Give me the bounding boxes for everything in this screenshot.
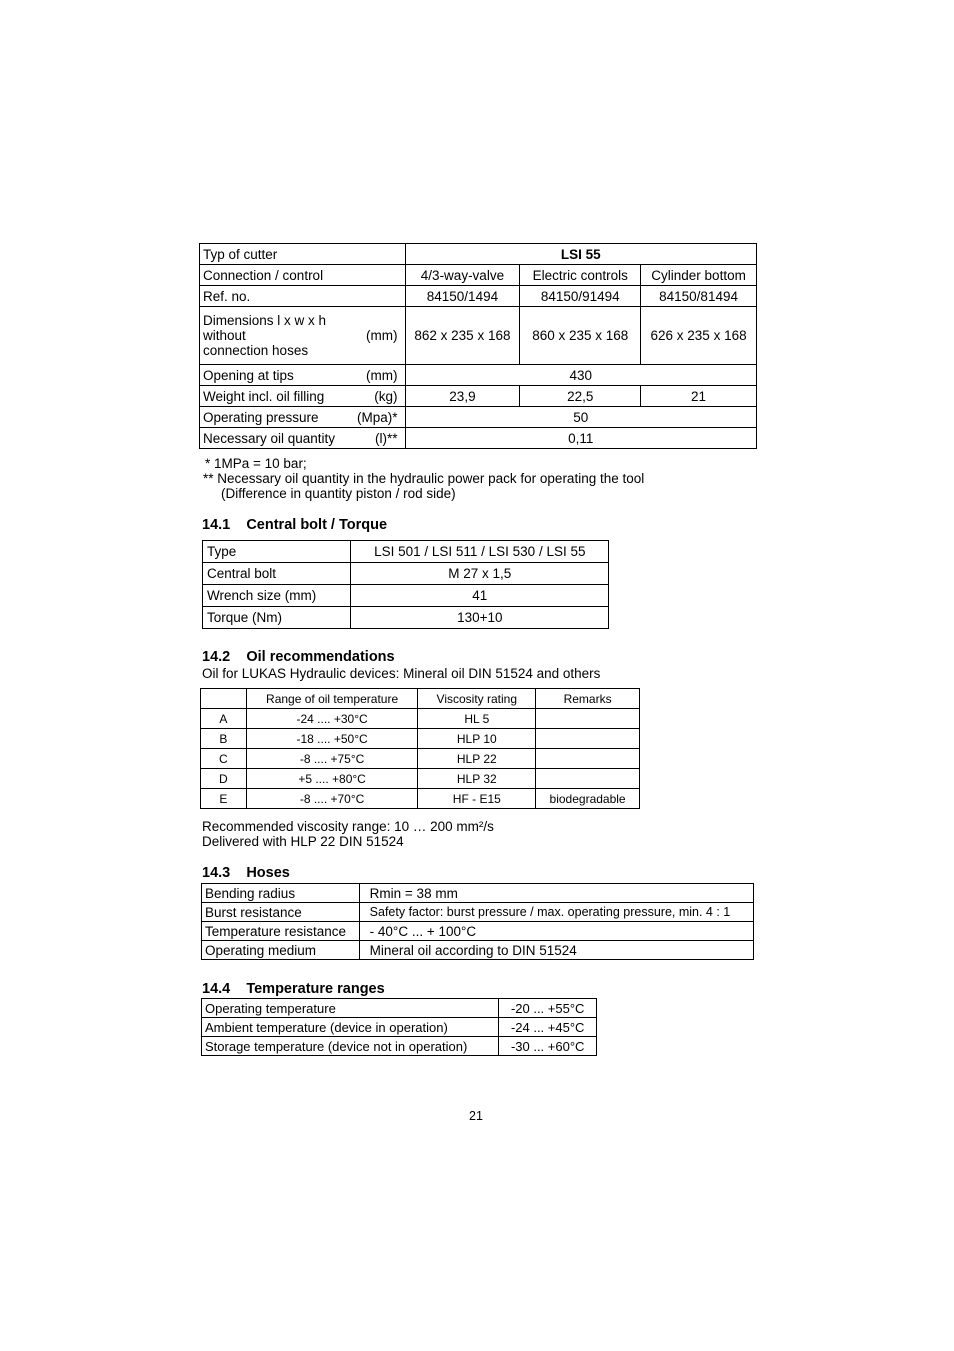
section-intro: Oil for LUKAS Hydraulic devices: Mineral oil DIN 51524 and others	[202, 666, 601, 681]
table-cell: Mineral oil according to DIN 51524	[359, 941, 753, 960]
cell-label: Opening at tips	[203, 367, 294, 383]
table-row	[200, 386, 757, 407]
table-cell: E	[201, 789, 247, 809]
table-cell: -8 .... +70°C	[246, 789, 418, 809]
table-cell	[200, 428, 406, 449]
table-row	[202, 922, 754, 941]
table-cell: Bending radius	[202, 884, 360, 903]
footnote: * 1MPa = 10 bar;	[205, 456, 307, 471]
table-cell: 626 x 235 x 168	[641, 307, 757, 365]
delivery-note: Delivered with HLP 22 DIN 51524	[202, 834, 404, 849]
table-cell: Wrench size (mm)	[203, 585, 351, 607]
table-row	[200, 286, 757, 307]
table-cell: A	[201, 709, 247, 729]
table-cell: 860 x 235 x 168	[520, 307, 641, 365]
page-number: 21	[469, 1109, 483, 1123]
section-heading: 14.1 Central bolt / Torque	[202, 517, 388, 533]
table-header-row	[201, 689, 640, 709]
table-cell	[536, 729, 640, 749]
table-cell: Ambient temperature (device in operation)	[202, 1018, 499, 1037]
unit-label: (l)**	[375, 430, 398, 446]
table-cell: -20 ... +55°C	[499, 999, 597, 1018]
cell-label-line: Dimensions l x w x h	[203, 313, 327, 328]
table-cell: HLP 22	[418, 749, 536, 769]
table-row	[200, 244, 757, 265]
cell-label: Weight incl. oil filling	[203, 388, 325, 404]
table-cell: 4/3-way-valve	[405, 265, 520, 286]
table-cell: Electric controls	[520, 265, 641, 286]
table-cell: -30 ... +60°C	[499, 1037, 597, 1056]
table-cell: -18 .... +50°C	[246, 729, 418, 749]
column-header	[201, 689, 247, 709]
table-cell: B	[201, 729, 247, 749]
table-cell: 84150/91494	[520, 286, 641, 307]
table-row	[200, 365, 757, 386]
table-cell	[200, 407, 406, 428]
table-cell: 23,9	[405, 386, 520, 407]
footnote: ** Necessary oil quantity in the hydraulic power pack for operating the tool	[203, 471, 645, 486]
table-cell	[536, 749, 640, 769]
table-cell: Cylinder bottom	[641, 265, 757, 286]
table-cell: HL 5	[418, 709, 536, 729]
temperature-table	[201, 998, 597, 1056]
torque-table	[202, 540, 609, 629]
table-cell: Burst resistance	[202, 903, 360, 922]
column-header: Remarks	[536, 689, 640, 709]
cell-label-line	[203, 328, 402, 343]
table-row	[202, 941, 754, 960]
table-cell: HLP 32	[418, 769, 536, 789]
table-cell: Typ of cutter	[200, 244, 406, 265]
table-cell: -24 .... +30°C	[246, 709, 418, 729]
table-row	[203, 541, 609, 563]
table-cell: Central bolt	[203, 563, 351, 585]
table-cell	[200, 307, 406, 365]
table-cell: Safety factor: burst pressure / max. operating pressure, min. 4 : 1	[359, 903, 753, 922]
table-cell	[536, 769, 640, 789]
table-cell: C	[201, 749, 247, 769]
unit-label: (Mpa)*	[357, 409, 398, 425]
table-row	[203, 563, 609, 585]
oil-table	[200, 688, 640, 809]
table-cell: 430	[405, 365, 756, 386]
table-cell: -24 ... +45°C	[499, 1018, 597, 1037]
column-header: Range of oil temperature	[246, 689, 418, 709]
table-row	[200, 428, 757, 449]
table-cell: LSI 55	[405, 244, 756, 265]
table-row	[200, 307, 757, 365]
table-row	[200, 265, 757, 286]
table-row	[201, 769, 640, 789]
table-cell: D	[201, 769, 247, 789]
table-cell: Storage temperature (device not in operation)	[202, 1037, 499, 1056]
cell-label: Necessary oil quantity	[203, 430, 336, 446]
table-cell: Temperature resistance	[202, 922, 360, 941]
table-cell: 41	[350, 585, 608, 607]
table-cell	[536, 709, 640, 729]
column-header: Viscosity rating	[418, 689, 536, 709]
unit-label: (mm)	[366, 367, 398, 383]
table-cell	[200, 365, 406, 386]
table-cell: 22,5	[520, 386, 641, 407]
table-cell: 130+10	[350, 607, 608, 629]
table-cell: 84150/81494	[641, 286, 757, 307]
table-cell	[200, 386, 406, 407]
table-cell: 0,11	[405, 428, 756, 449]
section-heading: 14.4 Temperature ranges	[202, 981, 385, 997]
table-cell: HF - E15	[418, 789, 536, 809]
table-row	[202, 903, 754, 922]
table-row	[201, 789, 640, 809]
table-cell: Ref. no.	[200, 286, 406, 307]
table-row	[202, 999, 597, 1018]
specs-table	[199, 243, 757, 449]
cell-label: Operating pressure	[203, 409, 319, 425]
table-row	[203, 585, 609, 607]
table-row	[202, 1018, 597, 1037]
table-cell: - 40°C ... + 100°C	[359, 922, 753, 941]
table-cell: -8 .... +75°C	[246, 749, 418, 769]
table-cell: Type	[203, 541, 351, 563]
table-row	[201, 729, 640, 749]
table-row	[201, 709, 640, 729]
table-row	[200, 407, 757, 428]
table-row	[202, 884, 754, 903]
table-cell: Operating temperature	[202, 999, 499, 1018]
section-heading: 14.3 Hoses	[202, 865, 290, 881]
table-cell: 84150/1494	[405, 286, 520, 307]
table-row	[202, 1037, 597, 1056]
table-cell: 21	[641, 386, 757, 407]
table-cell: HLP 10	[418, 729, 536, 749]
table-cell: Torque (Nm)	[203, 607, 351, 629]
cell-label: without	[203, 328, 246, 343]
footnote: (Difference in quantity piston / rod side)	[221, 486, 456, 501]
viscosity-note: Recommended viscosity range: 10 … 200 mm²/s	[202, 819, 494, 834]
table-cell: Connection / control	[200, 265, 406, 286]
cell-label-line: connection hoses	[203, 343, 309, 358]
table-cell: 862 x 235 x 168	[405, 307, 520, 365]
unit-label: (kg)	[374, 388, 398, 404]
table-cell: LSI 501 / LSI 511 / LSI 530 / LSI 55	[350, 541, 608, 563]
section-heading: 14.2 Oil recommendations	[202, 649, 395, 665]
table-row	[201, 749, 640, 769]
table-cell: biodegradable	[536, 789, 640, 809]
table-cell: Rmin = 38 mm	[359, 884, 753, 903]
hoses-table	[201, 883, 754, 960]
table-cell: +5 .... +80°C	[246, 769, 418, 789]
table-cell: M 27 x 1,5	[350, 563, 608, 585]
table-cell: 50	[405, 407, 756, 428]
table-row	[203, 607, 609, 629]
unit-label: (mm)	[366, 328, 398, 343]
table-cell: Operating medium	[202, 941, 360, 960]
